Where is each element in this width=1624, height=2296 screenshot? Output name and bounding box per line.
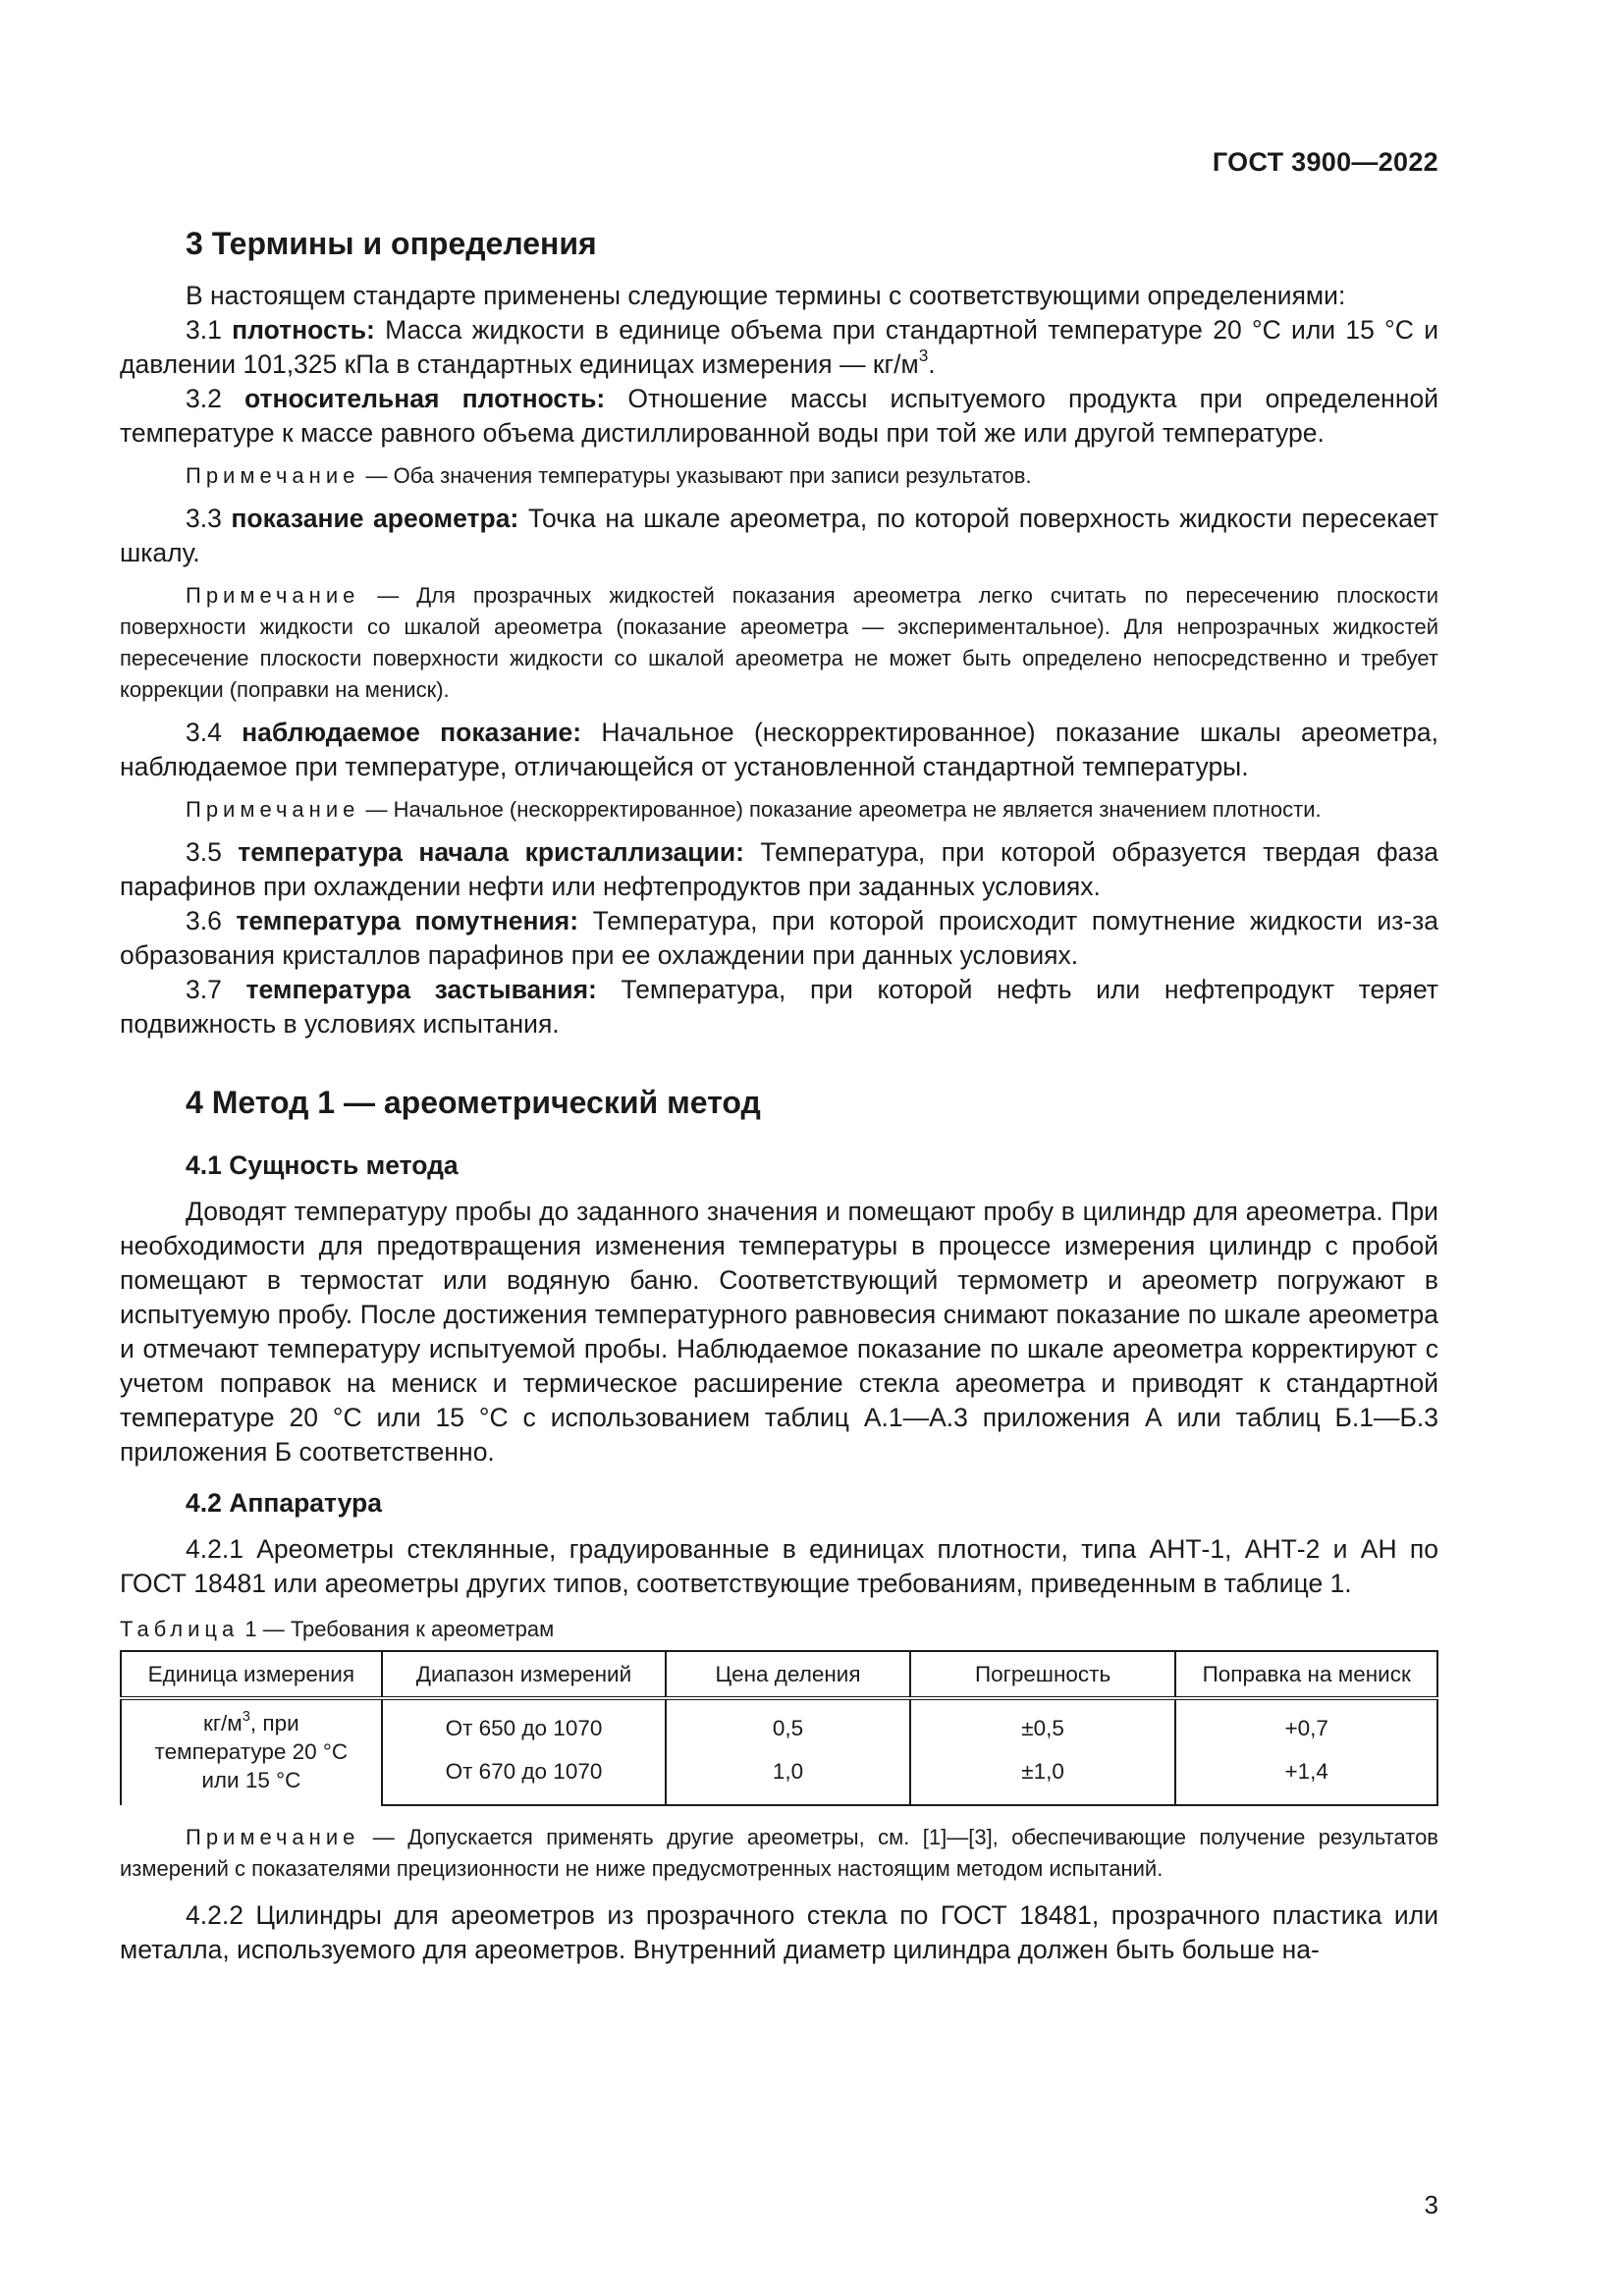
term-3-4 <box>120 716 1438 784</box>
table-header-row <box>121 1651 1437 1698</box>
term-number: 3.5 <box>186 837 239 867</box>
term-3-1 <box>120 313 1438 382</box>
note-label: Примечание <box>186 1825 360 1849</box>
table-cell: ±0,5 <box>910 1698 1176 1749</box>
term-definition: Температура, при которой нефть или нефтепродукт теряет подвижность в условиях испытания. <box>120 975 1438 1039</box>
term-definition: Отношение массы испытуемого продукта при определенной температуре к массе равного объема дистиллированной воды при той же или другой температуре. <box>120 384 1438 448</box>
term-name: относительная плотность: <box>244 384 606 413</box>
term-number: 3.6 <box>186 906 237 935</box>
subsection-4-1-text: Доводят температуру пробы до заданного значения и помещают пробу в цилиндр для ареометра. При необходимости для предотвращения изменения температуры в процессе измерения цилиндр с пробой помещают в термостат или водяную баню. Соответствующий термометр и ареометр погружают в испытуемую пробу. После достижения температурного равновесия снимают показание по шкале ареометра и отмечают температуру испытуемой пробы. Наблюдаемое показание по шкале ареометра корректируют с учетом поправок на мениск и термическое расширение стекла ареометра и приводят к стандартной температуре 20 °С или 15 °С с использованием таблиц А.1—А.3 приложения А или таблиц Б.1—Б.3 приложения Б соответственно. <box>120 1197 1438 1467</box>
note-label: Примечание <box>186 797 360 822</box>
note-text: — Начальное (нескорректированное) показание ареометра не является значением плотности. <box>359 797 1322 822</box>
note-text: — Для прозрачных жидкостей показания ареометра легко считать по пересечению плоскости поверхности жидкости со шкалой ареометра (показание ареометра — экспериментальное). Для непрозрачных жидкостей пересечение плоскости поверхности жидкости со шкалой ареометра не может быть определено непосредственно и требует коррекции (поправки на мениск). <box>120 583 1438 702</box>
table-cell: 0,5 <box>666 1698 910 1749</box>
section-3-intro: В настоящем стандарте применены следующие термины с соответствующими определениями: <box>186 281 1346 310</box>
note-3-2 <box>120 460 1438 492</box>
note-table-1 <box>120 1822 1438 1885</box>
table-cell: От 650 до 1070 <box>382 1698 667 1749</box>
clause-4-2-2: 4.2.2 Цилиндры для ареометров из прозрачного стекла по ГОСТ 18481, прозрачного пластика или металла, используемого для ареометров. Внутренний диаметр цилиндра должен быть больше на- <box>120 1900 1438 1964</box>
subsection-4-1-title: 4.1 Сущность метода <box>186 1150 459 1180</box>
term-definition: Масса жидкости в единице объема при стандартной температуре 20 °С или 15 °С и давлении 101,325 кПа в стандартных единицах измерения — кг/м <box>120 315 1438 379</box>
page-content <box>120 222 1438 1967</box>
term-3-6 <box>120 904 1438 973</box>
section-3-title: 3 Термины и определения <box>186 226 597 261</box>
term-name: температура начала кристаллизации: <box>238 837 744 867</box>
term-number: 3.4 <box>186 718 243 747</box>
term-number: 3.1 <box>186 315 233 345</box>
table-caption <box>120 1615 1438 1644</box>
term-name: наблюдаемое показание: <box>242 718 582 747</box>
term-3-2 <box>120 382 1438 451</box>
table-header-cell: Поправка на мениск <box>1175 1651 1437 1698</box>
term-definition-end: . <box>928 349 936 379</box>
unit-text-tail: , при температуре 20 °С или 15 °С <box>154 1711 349 1792</box>
section-4-title: 4 Метод 1 — ареометрический метод <box>186 1085 761 1120</box>
term-number: 3.7 <box>186 975 246 1004</box>
term-name: температура помутнения: <box>236 906 579 935</box>
subsection-4-2-title: 4.2 Аппаратура <box>186 1488 382 1518</box>
table-header-cell: Единица измерения <box>121 1651 382 1698</box>
term-3-5 <box>120 835 1438 904</box>
note-text: — Допускается применять другие ареометры, см. [1]—[3], обеспечивающие получение результатов измерений с показателями прецизионности не ниже предусмотренных настоящим методом испытаний. <box>120 1825 1438 1881</box>
unit-text: кг/м <box>203 1711 243 1735</box>
note-label: Примечание <box>186 463 360 488</box>
superscript: 3 <box>918 345 929 365</box>
note-label: Примечание <box>186 583 360 608</box>
table-cell: +1,4 <box>1175 1749 1437 1805</box>
term-definition: Точка на шкале ареометра, по которой поверхность жидкости пересекает шкалу. <box>120 504 1439 567</box>
table-cell: ±1,0 <box>910 1749 1176 1805</box>
table-header-cell: Погрешность <box>910 1651 1176 1698</box>
clause-4-2-1: 4.2.1 Ареометры стеклянные, градуированные в единицах плотности, типа АНТ-1, АНТ-2 и АН по ГОСТ 18481 или ареометры других типов, соответствующие требованиям, приведенным в таблице 1. <box>120 1534 1438 1598</box>
term-name: плотность: <box>232 315 375 345</box>
table-caption-label: Таблица <box>120 1617 240 1641</box>
table-row <box>121 1698 1437 1749</box>
term-3-3 <box>120 502 1438 570</box>
unit-cell <box>121 1698 382 1805</box>
term-name: температура застывания: <box>245 975 597 1004</box>
page-number: 3 <box>1424 2190 1438 2219</box>
table-cell: От 670 до 1070 <box>382 1749 667 1805</box>
table-cell: +0,7 <box>1175 1698 1437 1749</box>
note-3-3 <box>120 580 1438 706</box>
note-3-4 <box>120 794 1438 826</box>
term-definition: Температура, при которой образуется твердая фаза парафинов при охлаждении нефти или нефтепродуктов при заданных условиях. <box>120 837 1439 901</box>
document-code: ГОСТ 3900—2022 <box>1212 147 1438 177</box>
table-caption-text: 1 — Требования к ареометрам <box>239 1617 555 1641</box>
superscript: 3 <box>242 1708 250 1725</box>
table-header-cell: Диапазон измерений <box>382 1651 667 1698</box>
term-definition: Температура, при которой происходит помутнение жидкости из-за образования кристаллов парафинов при ее охлаждении при данных условиях. <box>120 906 1439 970</box>
term-definition: Начальное (нескорректированное) показание шкалы ареометра, наблюдаемое при температуре, отличающейся от установленной стандартной температуры. <box>120 718 1439 781</box>
term-name: показание ареометра: <box>231 504 519 533</box>
requirements-table <box>120 1650 1438 1806</box>
term-number: 3.2 <box>186 384 244 413</box>
term-number: 3.3 <box>186 504 232 533</box>
table-header-cell: Цена деления <box>666 1651 910 1698</box>
table-cell: 1,0 <box>666 1749 910 1805</box>
term-3-7 <box>120 973 1438 1041</box>
note-text: — Оба значения температуры указывают при записи результатов. <box>359 463 1032 488</box>
